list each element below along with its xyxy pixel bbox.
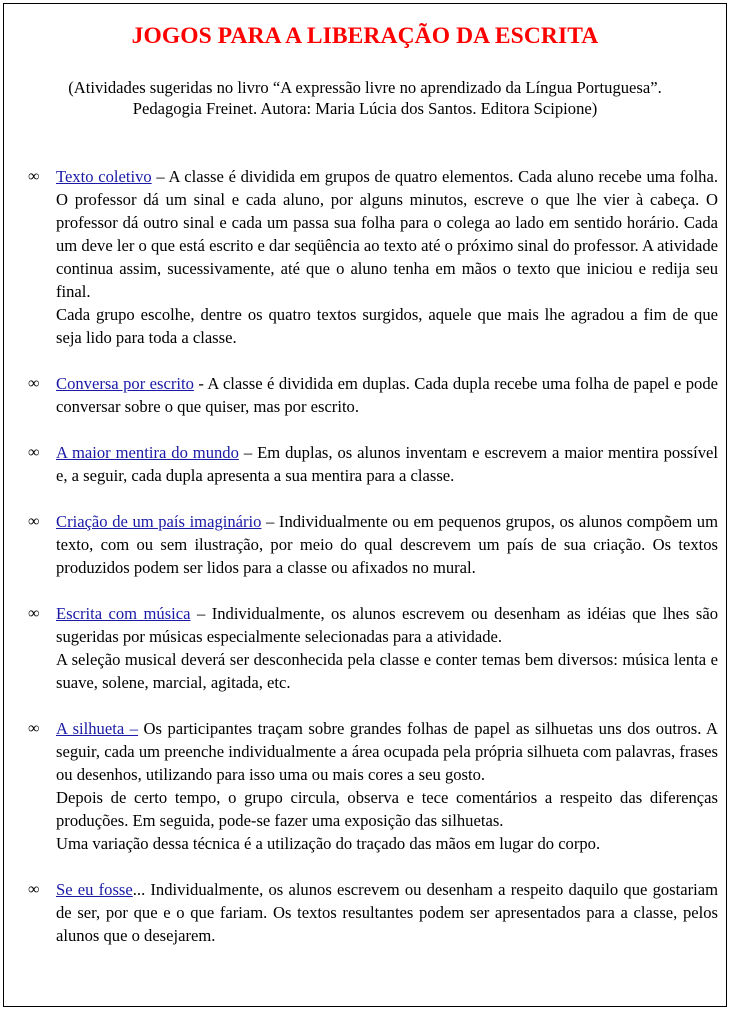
activity-extra: Depois de certo tempo, o grupo circula, observa e tece comentários a respeito das diferenças produções. Em seguida, pode-se fazer uma exposição das silhuetas.: [56, 788, 718, 830]
activity-link-escrita-com-musica[interactable]: Escrita com música: [56, 604, 191, 623]
activity-link-a-silhueta[interactable]: A silhueta –: [56, 719, 139, 738]
activity-link-pais-imaginario[interactable]: Criação de um país imaginário: [56, 512, 262, 531]
infinity-bullet-icon: ∞: [28, 513, 40, 530]
activity-description: Texto coletivo – A classe é dividida em grupos de quatro elementos. Cada aluno recebe uma folha. O professor dá um sinal e cada aluno, por alguns minutos, escreve o que lhe vier à cabeça. O professor dá outro sinal e cada um passa sua folha para o colega ao lado em sentido horário. Cada um deve ler o que está escrito e dar seqüência ao texto até o próximo sinal do professor. A atividade continua assim, sucessivamente, até que o aluno tenha em mãos o texto que iniciou e redija seu final.: [56, 167, 718, 301]
infinity-bullet-icon: ∞: [28, 881, 40, 898]
infinity-bullet-icon: ∞: [28, 168, 40, 185]
activity-description: Criação de um país imaginário – Individualmente ou em pequenos grupos, os alunos compõem um texto, com ou sem ilustração, por meio do qual descrevem um país de sua criação. Os textos produzidos podem ser lidos para a classe ou afixados no mural.: [56, 512, 719, 577]
activity-list: [26, 165, 718, 947]
activity-extra: Cada grupo escolhe, dentre os quatro textos surgidos, aquele que mais lhe agradou a fim de que seja lido para toda a classe.: [56, 305, 718, 347]
activity-description: Se eu fosse... Individualmente, os alunos escrevem ou desenham a respeito daquilo que gostariam de ser, por que e o que fariam. Os textos resultantes podem ser apresentados para a classe, pelos alunos que o desejarem.: [56, 880, 719, 945]
activity-link-se-eu-fosse[interactable]: Se eu fosse: [56, 880, 133, 899]
list-item: [26, 602, 718, 694]
activity-description: Conversa por escrito - A classe é dividida em duplas. Cada dupla recebe uma folha de papel e pode conversar sobre o que quiser, mas por escrito.: [56, 374, 718, 416]
list-item: [26, 878, 718, 947]
activity-link-conversa-por-escrito[interactable]: Conversa por escrito: [56, 374, 194, 393]
infinity-bullet-icon: ∞: [28, 444, 40, 461]
list-item: [26, 441, 718, 487]
activity-link-a-maior-mentira[interactable]: A maior mentira do mundo: [56, 443, 239, 462]
activity-extra: Uma variação dessa técnica é a utilização do traçado das mãos em lugar do corpo.: [56, 834, 601, 853]
activity-extra: A seleção musical deverá ser desconhecida pela classe e conter temas bem diversos: música lenta e suave, solene, marcial, agitada, etc.: [56, 650, 718, 692]
source-citation: [4, 77, 726, 119]
infinity-bullet-icon: ∞: [28, 605, 40, 622]
activity-description: A silhueta – Os participantes traçam sobre grandes folhas de papel as silhuetas uns dos outros. A seguir, cada um preenche individualmente a área ocupada pela própria silhueta com palavras, frases ou desenhos, utilizando para isso uma ou mais cores a seu gosto.: [56, 719, 718, 784]
list-item: [26, 372, 718, 418]
activity-description: Escrita com música – Individualmente, os alunos escrevem ou desenham as idéias que lhes são sugeridas por músicas especialmente selecionadas para a atividade.: [56, 604, 718, 646]
infinity-bullet-icon: ∞: [28, 375, 40, 392]
list-item: [26, 165, 718, 349]
infinity-bullet-icon: ∞: [28, 720, 40, 737]
page-title: JOGOS PARA A LIBERAÇÃO DA ESCRITA: [131, 23, 599, 49]
citation-line-2: Pedagogia Freinet. Autora: Maria Lúcia dos Santos. Editora Scipione): [132, 99, 598, 118]
list-item: [26, 717, 718, 855]
activity-description: A maior mentira do mundo – Em duplas, os alunos inventam e escrevem a maior mentira possível e, a seguir, cada dupla apresenta a sua mentira para a classe.: [56, 443, 718, 485]
list-item: [26, 510, 718, 579]
activity-link-texto-coletivo[interactable]: Texto coletivo: [56, 167, 152, 186]
document-page: [3, 3, 727, 1007]
citation-line-1: (Atividades sugeridas no livro “A expressão livre no aprendizado da Língua Portuguesa”.: [68, 78, 662, 97]
